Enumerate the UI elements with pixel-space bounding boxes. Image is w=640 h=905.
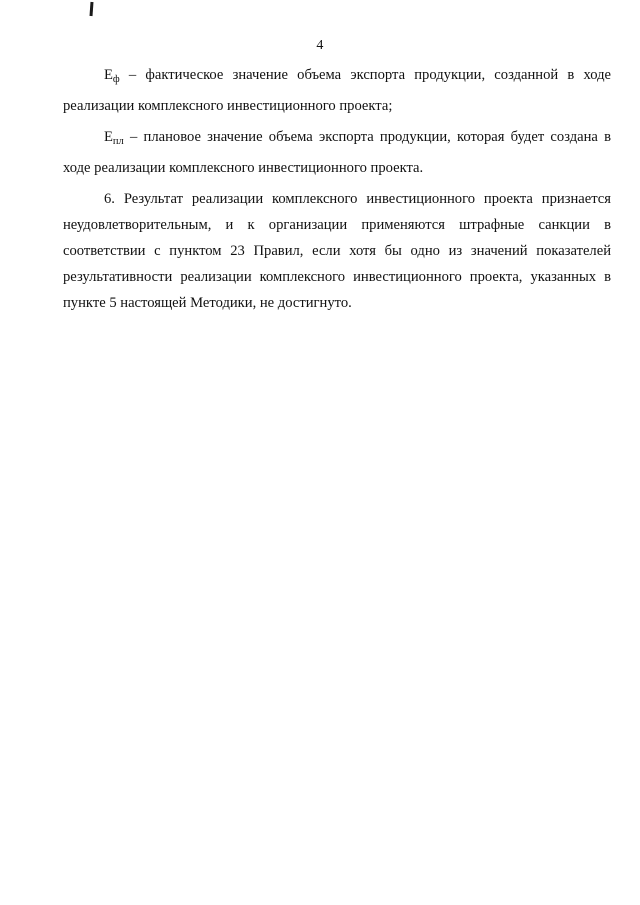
document-body [63, 62, 611, 321]
definition-ef-text: – фактическое значение объема экспорта продукции, созданной в ходе реализации комплексного инвестиционного проекта; [63, 67, 611, 114]
symbol-e: Е [104, 129, 113, 145]
definition-epl [63, 124, 611, 181]
paragraph-6: 6. Результат реализации комплексного инвестиционного проекта признается неудовлетворительным, и к организации применяются штрафные санкции в соответствии с пунктом 23 Правил, если хотя бы одно из значений показателей результативности реализации комплексного инвестиционного проекта, указанных в пункте 5 настоящей Методики, не достигнуто. [63, 191, 611, 311]
symbol-e: Е [104, 67, 113, 83]
subscript-f: ф [112, 74, 120, 85]
scan-artifact-mark [90, 2, 94, 16]
definition-ef [63, 62, 611, 119]
subscript-pl: пл [112, 136, 124, 147]
definition-epl-text: – плановое значение объема экспорта продукции, которая будет создана в ходе реализации комплексного инвестиционного проекта. [63, 129, 611, 176]
page-number: 4 [316, 38, 324, 53]
